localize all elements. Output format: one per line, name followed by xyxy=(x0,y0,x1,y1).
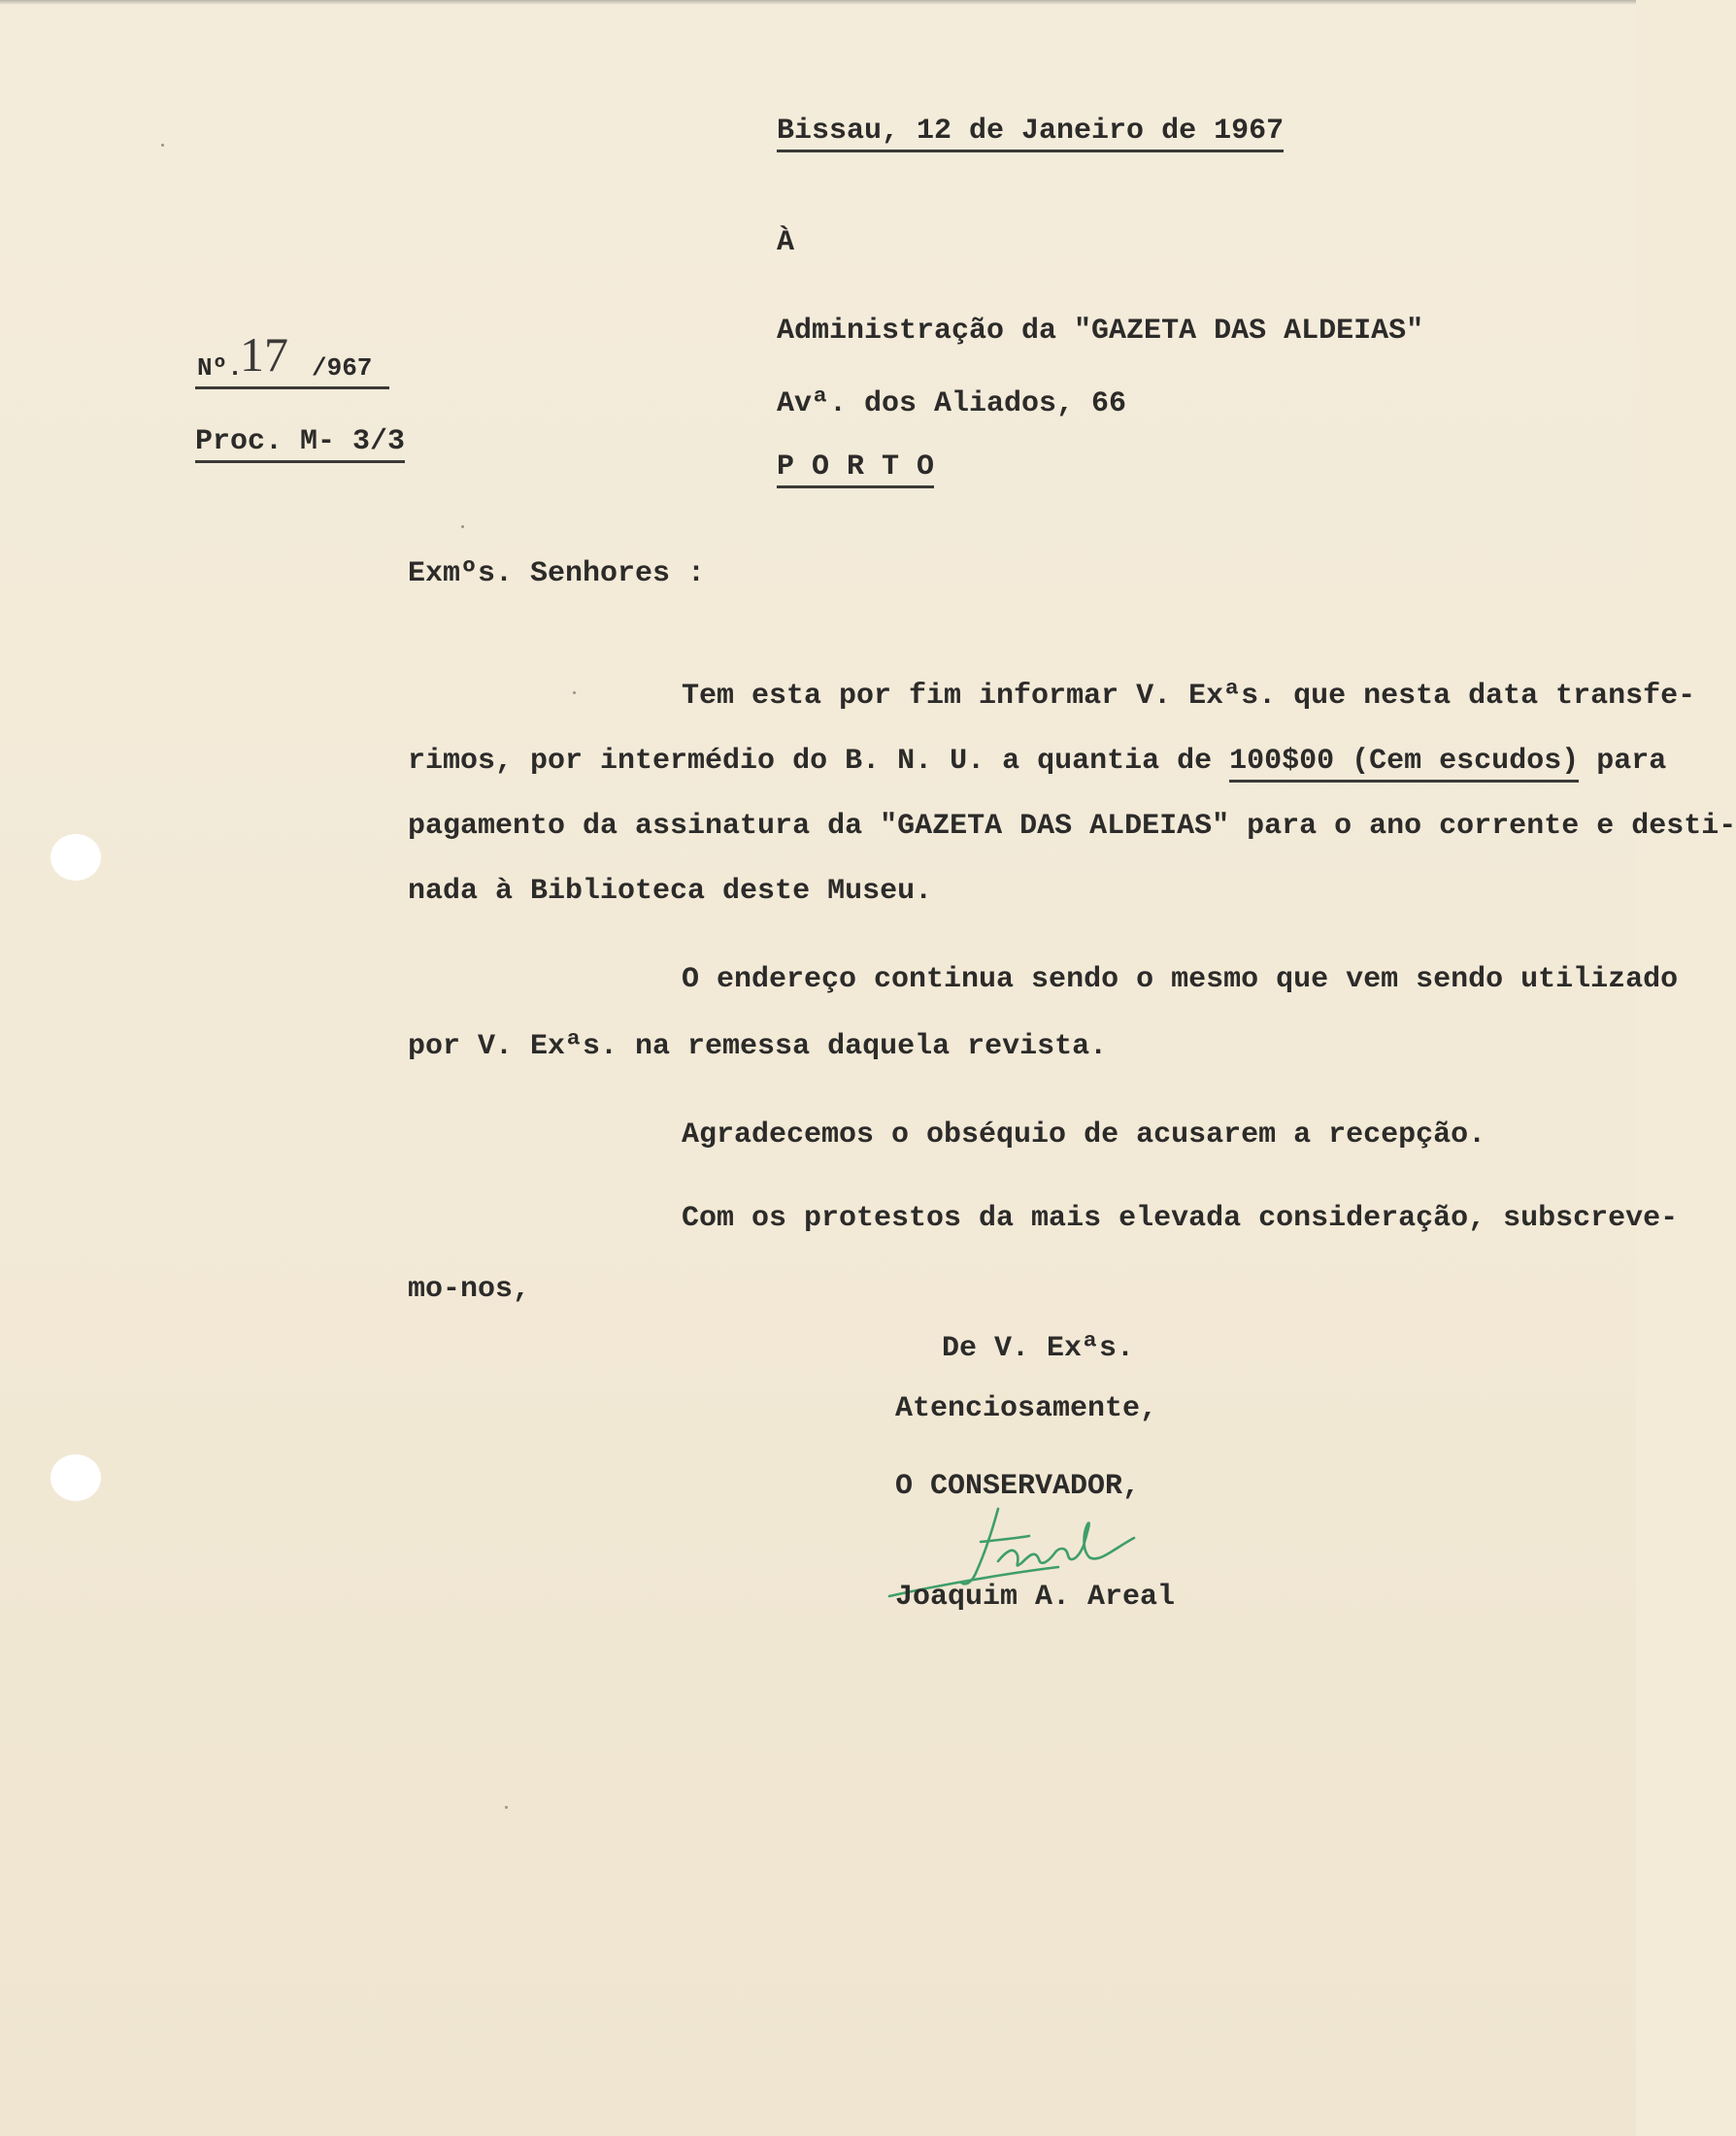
body-line: por V. Exªs. na remessa daquela revista. xyxy=(408,1030,1108,1063)
body-line: nada à Biblioteca deste Museu. xyxy=(408,875,933,908)
salutation: Exmºs. Senhores : xyxy=(408,557,706,590)
closing-line: Atenciosamente, xyxy=(895,1392,1158,1425)
paper-speck xyxy=(505,1806,508,1809)
paper-speck xyxy=(161,144,164,147)
paper-speck xyxy=(461,525,464,528)
amount-underlined: 100$00 (Cem escudos) xyxy=(1229,745,1579,783)
process-reference: Proc. M- 3/3 xyxy=(195,425,405,463)
punch-hole xyxy=(50,834,101,881)
body-line: Agradecemos o obséquio de acusarem a recepção. xyxy=(682,1118,1486,1151)
addressee-name: Administração da "GAZETA DAS ALDEIAS" xyxy=(777,315,1424,348)
body-line: pagamento da assinatura da "GAZETA DAS ALDEIAS" para o ano corrente e desti- xyxy=(408,810,1736,843)
body-line: O endereço continua sendo o mesmo que vem sendo utilizado xyxy=(682,963,1679,996)
body-line: Tem esta por fim informar V. Exªs. que nesta data transfe- xyxy=(682,680,1696,713)
page-top-edge xyxy=(0,0,1636,5)
punch-hole xyxy=(50,1454,101,1501)
number-value: 17 xyxy=(240,327,288,382)
closing-line: De V. Exªs. xyxy=(942,1332,1135,1365)
body-line: mo-nos, xyxy=(408,1273,531,1306)
address-street: Avª. dos Aliados, 66 xyxy=(777,387,1127,420)
reference-number xyxy=(195,327,389,389)
date-line: Bissau, 12 de Janeiro de 1967 xyxy=(777,115,1284,152)
signer-title: O CONSERVADOR, xyxy=(895,1470,1141,1503)
number-suffix: /967 xyxy=(312,353,373,383)
address-city: P O R T O xyxy=(777,451,934,488)
body-text: para xyxy=(1579,745,1667,778)
body-line xyxy=(408,745,1666,778)
body-text: rimos, por intermédio do B. N. U. a quantia de xyxy=(408,745,1230,778)
paper-speck xyxy=(573,691,576,694)
addressee-prefix: À xyxy=(777,226,795,259)
number-prefix: Nº. xyxy=(197,353,243,383)
body-line: Com os protestos da mais elevada consideração, subscreve- xyxy=(682,1202,1679,1235)
signer-name: Joaquim A. Areal xyxy=(895,1581,1176,1614)
